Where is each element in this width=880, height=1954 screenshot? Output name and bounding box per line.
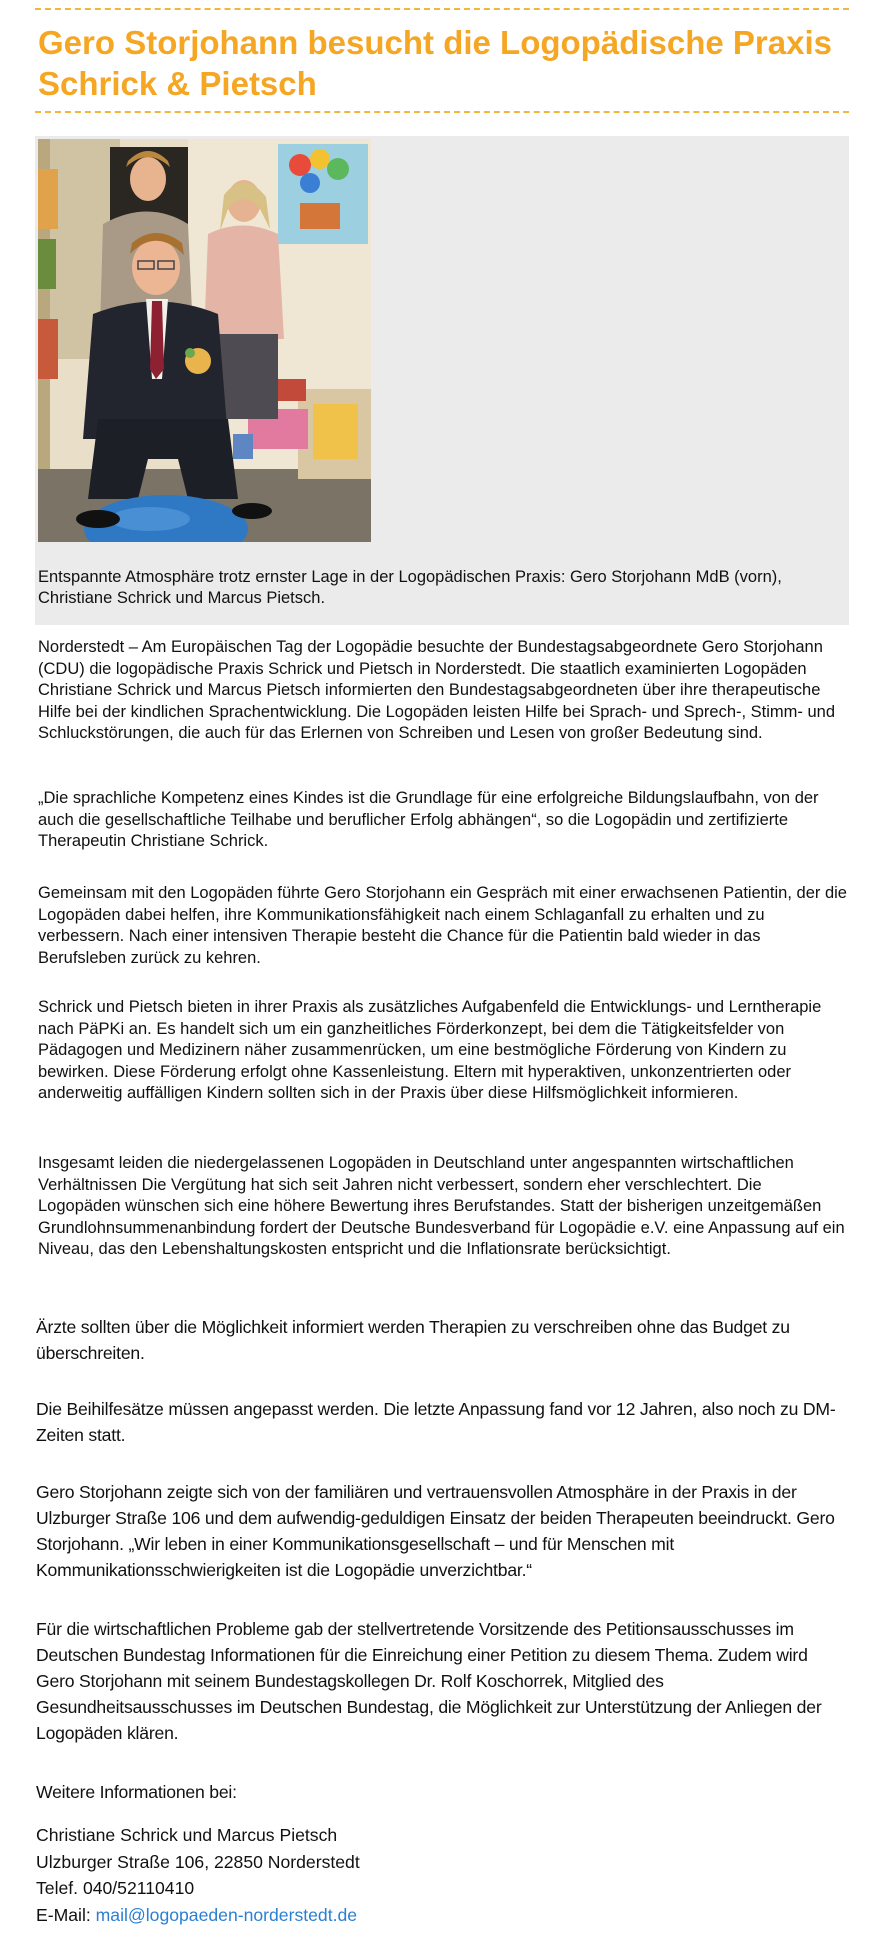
email-label: E-Mail: [36, 1904, 96, 1925]
paragraph-economics: Insgesamt leiden die niedergelassenen Logopäden in Deutschland unter angespannten wirtschaftlichen Verhältnissen Die Vergütung hat sich seit Jahren nicht verbessert, sondern eher verschlechtert. Die Logopäden wünschen sich eine höhere Bewertung ihres Berufstandes. Statt der bisherigen unzeitgemäßen Grundlohnsummenanbindung fordert der Deutsche Bundesverband für Logopädie e.V. eine Anpassung auf ein Niveau, das den Lebenshaltungskosten entspricht und die Inflationsrate berücksichtigt. [38, 1154, 845, 1258]
photo-panel [35, 136, 849, 625]
paragraph-visit: Gero Storjohann zeigte sich von der familiären und vertrauensvollen Atmosphäre in der Praxis in der Ulzburger Straße 106 und dem aufwendig-geduldigen Einsatz der beiden Therapeuten beeindruckt. Gero Storjohann. „Wir leben in einer Kommunikationsgesellschaft – und für Menschen mit Kommunikationsschwierigkeiten ist die Logopädie unverzichtbar.“ [36, 1482, 835, 1580]
email-link[interactable]: mail@logopaeden-norderstedt.de [95, 1904, 358, 1925]
paragraph-patient: Gemeinsam mit den Logopäden führte Gero Storjohann ein Gespräch mit einer erwachsenen Patientin, der die Logopäden dabei helfen, ihre Kommunikationsfähigkeit nach einem Schlaganfall zu erhalten und zu verbessern. Nach einer intensiven Therapie besteht die Chance für die Patientin bald wieder in das Berufsleben zurück zu kehren. [38, 884, 847, 967]
paragraph-doctors: Ärzte sollten über die Möglichkeit informiert werden Therapien zu verschreiben ohne das Budget zu überschreiten. [36, 1317, 790, 1363]
article-photo [38, 139, 371, 542]
contact-phone: Telef. 040/52110410 [36, 1878, 195, 1898]
paragraph-intro: Norderstedt – Am Europäischen Tag der Logopädie besuchte der Bundestagsabgeordnete Gero Storjohann (CDU) die logopädische Praxis Schrick und Pietsch in Norderstedt. Die staatlich examinierten Logopäden Christiane Schrick und Marcus Pietsch informierten den Bundestagsabgeordneten über ihre therapeutische Hilfe bei der kindlichen Sprachentwicklung. Die Logopäden leisten Hilfe bei Sprach- und Sprech-, Stimm- und Schluckstörungen, die auch für das Erlernen von Schreiben und Lesen von großer Bedeutung sind. [38, 638, 836, 742]
paragraph-petition: Für die wirtschaftlichen Probleme gab der stellvertretende Vorsitzende des Petitionsausschusses im Deutschen Bundestag Informationen für die Einreichung einer Petition zu diesem Thema. Zudem wird Gero Storjohann mit seinem Bundestagskollegen Dr. Rolf Koschorrek, Mitglied des Gesundheitsausschusses im Deutschen Bundestag, die Möglichkeit zur Unterstützung der Anliegen der Logopäden klären. [36, 1619, 822, 1743]
article-headline: Gero Storjohann besucht die Logopädische Praxis Schrick & Pietsch [38, 24, 832, 102]
paragraph-quote: „Die sprachliche Kompetenz eines Kindes ist die Grundlage für eine erfolgreiche Bildungslaufbahn, von der auch die gesellschaftliche Teilhabe und beruflicher Erfolg abhängen“, so die Logopädin und zertifizierte Therapeutin Christiane Schrick. [38, 789, 819, 850]
photo-caption: Entspannte Atmosphäre trotz ernster Lage in der Logopädischen Praxis: Gero Storjohann MdB (vorn), Christiane Schrick und Marcus Pietsch. [38, 568, 782, 607]
top-divider [35, 8, 849, 10]
contact-names: Christiane Schrick und Marcus Pietsch [36, 1825, 338, 1845]
more-info-heading: Weitere Informationen bei: [36, 1782, 237, 1802]
contact-block [36, 1822, 848, 1928]
paragraph-paepki: Schrick und Pietsch bieten in ihrer Praxis als zusätzliches Aufgabenfeld die Entwicklungs- und Lerntherapie nach PäPKi an. Es handelt sich um ein ganzheitliches Förderkonzept, bei dem die Tätigkeitsfelder von Pädagogen und Medizinern näher zusammenrücken, um eine bestmögliche Förderung von Kindern zu bewirken. Diese Förderung erfolgt ohne Kassenleistung. Eltern mit hyperaktiven, unkonzentrierten oder anderweitig auffälligen Kindern sollten sich in der Praxis über diese Hilfsmöglichkeit informieren. [38, 998, 822, 1102]
contact-address: Ulzburger Straße 106, 22850 Norderstedt [36, 1851, 360, 1872]
headline-divider [35, 111, 849, 113]
contact-email-row [36, 1902, 848, 1929]
paragraph-subsidy: Die Beihilfesätze müssen angepasst werden. Die letzte Anpassung fand vor 12 Jahren, also noch zu DM-Zeiten statt. [36, 1399, 836, 1445]
